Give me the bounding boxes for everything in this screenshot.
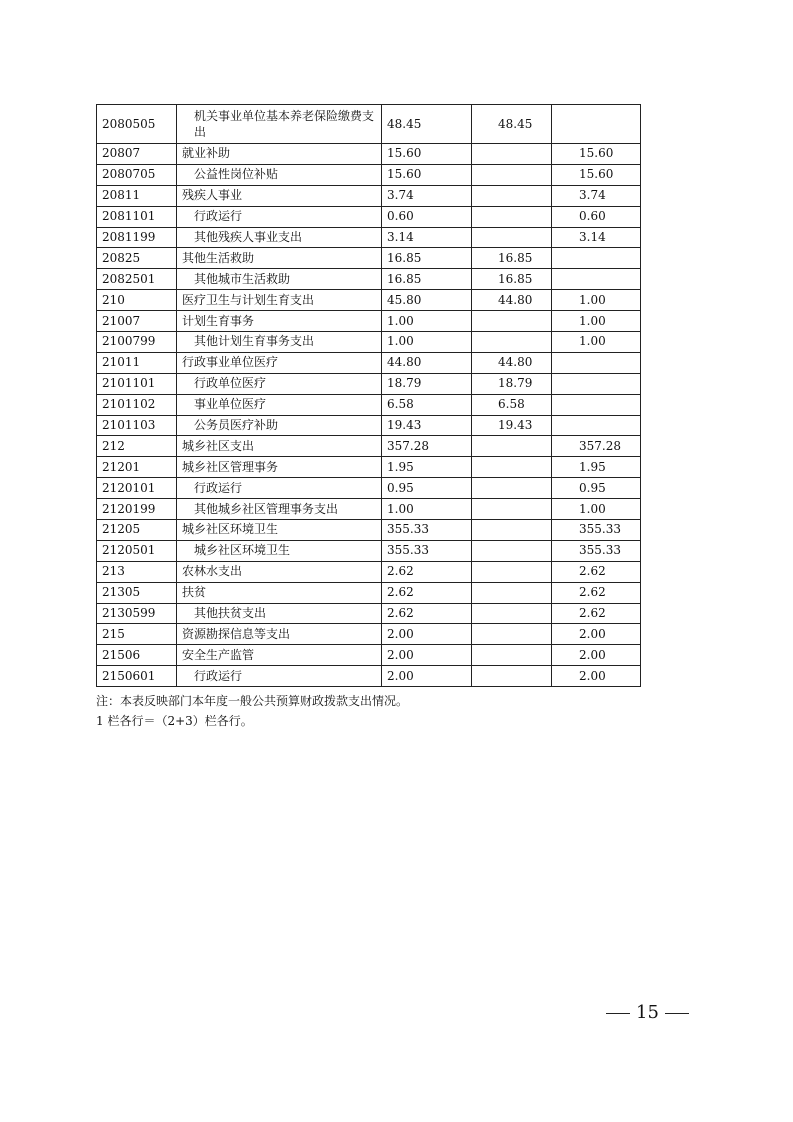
total-amount-cell: 15.60 — [382, 144, 472, 165]
table-row — [97, 436, 641, 457]
basic-expenditure-cell: 18.79 — [472, 373, 552, 394]
subject-name-cell: 城乡社区环境卫生 — [177, 520, 382, 541]
total-amount-cell: 2.62 — [382, 603, 472, 624]
basic-expenditure-cell — [472, 332, 552, 353]
subject-code-cell: 21007 — [97, 311, 177, 332]
project-expenditure-cell — [552, 248, 641, 269]
subject-name-cell: 扶贫 — [177, 582, 382, 603]
table-row — [97, 561, 641, 582]
subject-code-cell: 20811 — [97, 185, 177, 206]
table-row — [97, 394, 641, 415]
subject-code-cell: 210 — [97, 290, 177, 311]
subject-code-cell: 2120101 — [97, 478, 177, 499]
table-row — [97, 373, 641, 394]
table-row — [97, 269, 641, 290]
total-amount-cell: 2.00 — [382, 645, 472, 666]
project-expenditure-cell: 15.60 — [552, 144, 641, 165]
project-expenditure-cell — [552, 394, 641, 415]
project-expenditure-cell: 0.95 — [552, 478, 641, 499]
table-row — [97, 645, 641, 666]
total-amount-cell: 45.80 — [382, 290, 472, 311]
project-expenditure-cell: 2.00 — [552, 645, 641, 666]
basic-expenditure-cell — [472, 144, 552, 165]
basic-expenditure-cell: 6.58 — [472, 394, 552, 415]
basic-expenditure-cell — [472, 457, 552, 478]
subject-name-cell: 就业补助 — [177, 144, 382, 165]
table-row — [97, 206, 641, 227]
total-amount-cell: 18.79 — [382, 373, 472, 394]
basic-expenditure-cell — [472, 436, 552, 457]
table-row — [97, 290, 641, 311]
subject-code-cell: 2130599 — [97, 603, 177, 624]
total-amount-cell: 1.00 — [382, 311, 472, 332]
subject-name-cell: 其他残疾人事业支出 — [177, 227, 382, 248]
table-row — [97, 227, 641, 248]
table-row — [97, 332, 641, 353]
project-expenditure-cell: 1.00 — [552, 332, 641, 353]
total-amount-cell: 48.45 — [382, 105, 472, 144]
subject-name-cell: 城乡社区环境卫生 — [177, 540, 382, 561]
total-amount-cell: 355.33 — [382, 540, 472, 561]
table-row — [97, 352, 641, 373]
basic-expenditure-cell — [472, 227, 552, 248]
total-amount-cell: 2.62 — [382, 561, 472, 582]
subject-code-cell: 2080505 — [97, 105, 177, 144]
project-expenditure-cell: 2.62 — [552, 603, 641, 624]
project-expenditure-cell: 3.14 — [552, 227, 641, 248]
table-row — [97, 603, 641, 624]
subject-code-cell: 212 — [97, 436, 177, 457]
subject-code-cell: 21205 — [97, 520, 177, 541]
subject-name-cell: 公务员医疗补助 — [177, 415, 382, 436]
project-expenditure-cell: 357.28 — [552, 436, 641, 457]
project-expenditure-cell: 2.62 — [552, 582, 641, 603]
project-expenditure-cell — [552, 415, 641, 436]
page-number-footer — [606, 1002, 689, 1023]
project-expenditure-cell — [552, 269, 641, 290]
basic-expenditure-cell — [472, 520, 552, 541]
subject-name-cell: 机关事业单位基本养老保险缴费支出 — [177, 105, 382, 144]
subject-code-cell: 2081199 — [97, 227, 177, 248]
project-expenditure-cell — [552, 352, 641, 373]
total-amount-cell: 1.00 — [382, 499, 472, 520]
basic-expenditure-cell — [472, 666, 552, 687]
subject-name-cell: 残疾人事业 — [177, 185, 382, 206]
subject-name-cell: 行政运行 — [177, 478, 382, 499]
page-number-left-dash — [606, 1013, 630, 1014]
project-expenditure-cell: 1.95 — [552, 457, 641, 478]
subject-name-cell: 安全生产监管 — [177, 645, 382, 666]
project-expenditure-cell: 1.00 — [552, 311, 641, 332]
page-number-right-dash — [665, 1013, 689, 1014]
subject-name-cell: 其他生活救助 — [177, 248, 382, 269]
subject-name-cell: 城乡社区管理事务 — [177, 457, 382, 478]
subject-code-cell: 20825 — [97, 248, 177, 269]
basic-expenditure-cell — [472, 624, 552, 645]
basic-expenditure-cell: 44.80 — [472, 290, 552, 311]
subject-name-cell: 计划生育事务 — [177, 311, 382, 332]
basic-expenditure-cell — [472, 206, 552, 227]
table-row — [97, 540, 641, 561]
total-amount-cell: 2.00 — [382, 624, 472, 645]
total-amount-cell: 0.60 — [382, 206, 472, 227]
project-expenditure-cell: 0.60 — [552, 206, 641, 227]
subject-code-cell: 20807 — [97, 144, 177, 165]
table-row — [97, 164, 641, 185]
project-expenditure-cell — [552, 373, 641, 394]
project-expenditure-cell — [552, 105, 641, 144]
subject-name-cell: 行政运行 — [177, 666, 382, 687]
total-amount-cell: 6.58 — [382, 394, 472, 415]
table-row — [97, 457, 641, 478]
basic-expenditure-cell — [472, 311, 552, 332]
basic-expenditure-cell: 16.85 — [472, 248, 552, 269]
table-row — [97, 185, 641, 206]
table-row — [97, 520, 641, 541]
subject-code-cell: 21506 — [97, 645, 177, 666]
basic-expenditure-cell: 19.43 — [472, 415, 552, 436]
basic-expenditure-cell — [472, 561, 552, 582]
table-row — [97, 144, 641, 165]
project-expenditure-cell: 2.62 — [552, 561, 641, 582]
total-amount-cell: 16.85 — [382, 248, 472, 269]
expenditure-table — [96, 104, 641, 687]
subject-code-cell: 2082501 — [97, 269, 177, 290]
subject-code-cell: 21011 — [97, 352, 177, 373]
total-amount-cell: 1.00 — [382, 332, 472, 353]
project-expenditure-cell: 1.00 — [552, 290, 641, 311]
project-expenditure-cell: 2.00 — [552, 624, 641, 645]
subject-code-cell: 21201 — [97, 457, 177, 478]
subject-code-cell: 2150601 — [97, 666, 177, 687]
subject-name-cell: 公益性岗位补贴 — [177, 164, 382, 185]
project-expenditure-cell: 3.74 — [552, 185, 641, 206]
basic-expenditure-cell: 16.85 — [472, 269, 552, 290]
column-formula-note: 1 栏各行＝（2+3）栏各行。 — [96, 714, 253, 728]
basic-expenditure-cell — [472, 164, 552, 185]
subject-code-cell: 2120501 — [97, 540, 177, 561]
basic-expenditure-cell — [472, 499, 552, 520]
project-expenditure-cell: 355.33 — [552, 520, 641, 541]
basic-expenditure-cell — [472, 478, 552, 499]
subject-name-cell: 城乡社区支出 — [177, 436, 382, 457]
subject-name-cell: 其他扶贫支出 — [177, 603, 382, 624]
total-amount-cell: 0.95 — [382, 478, 472, 499]
table-row — [97, 666, 641, 687]
table-row — [97, 415, 641, 436]
table-row — [97, 582, 641, 603]
basic-expenditure-cell: 48.45 — [472, 105, 552, 144]
table-note: 注：本表反映部门本年度一般公共预算财政拨款支出情况。 — [96, 694, 409, 708]
subject-name-cell: 农林水支出 — [177, 561, 382, 582]
table-row — [97, 105, 641, 144]
page-number: 15 — [636, 1002, 659, 1023]
basic-expenditure-cell — [472, 603, 552, 624]
subject-code-cell: 21305 — [97, 582, 177, 603]
project-expenditure-cell: 2.00 — [552, 666, 641, 687]
subject-code-cell: 2120199 — [97, 499, 177, 520]
total-amount-cell: 3.74 — [382, 185, 472, 206]
table-row — [97, 624, 641, 645]
total-amount-cell: 1.95 — [382, 457, 472, 478]
subject-name-cell: 资源勘探信息等支出 — [177, 624, 382, 645]
table-row — [97, 248, 641, 269]
subject-code-cell: 2101102 — [97, 394, 177, 415]
basic-expenditure-cell — [472, 645, 552, 666]
total-amount-cell: 16.85 — [382, 269, 472, 290]
basic-expenditure-cell: 44.80 — [472, 352, 552, 373]
total-amount-cell: 2.00 — [382, 666, 472, 687]
subject-name-cell: 行政事业单位医疗 — [177, 352, 382, 373]
subject-name-cell: 其他计划生育事务支出 — [177, 332, 382, 353]
table-row — [97, 478, 641, 499]
table-row — [97, 499, 641, 520]
subject-name-cell: 医疗卫生与计划生育支出 — [177, 290, 382, 311]
total-amount-cell: 2.62 — [382, 582, 472, 603]
subject-code-cell: 2081101 — [97, 206, 177, 227]
total-amount-cell: 15.60 — [382, 164, 472, 185]
subject-name-cell: 其他城乡社区管理事务支出 — [177, 499, 382, 520]
project-expenditure-cell: 15.60 — [552, 164, 641, 185]
subject-name-cell: 行政单位医疗 — [177, 373, 382, 394]
subject-code-cell: 213 — [97, 561, 177, 582]
subject-code-cell: 2100799 — [97, 332, 177, 353]
total-amount-cell: 355.33 — [382, 520, 472, 541]
subject-code-cell: 2101101 — [97, 373, 177, 394]
total-amount-cell: 3.14 — [382, 227, 472, 248]
subject-code-cell: 2101103 — [97, 415, 177, 436]
total-amount-cell: 19.43 — [382, 415, 472, 436]
expenditure-table-body — [97, 105, 641, 687]
project-expenditure-cell: 1.00 — [552, 499, 641, 520]
subject-code-cell: 2080705 — [97, 164, 177, 185]
basic-expenditure-cell — [472, 185, 552, 206]
subject-name-cell: 其他城市生活救助 — [177, 269, 382, 290]
total-amount-cell: 357.28 — [382, 436, 472, 457]
basic-expenditure-cell — [472, 540, 552, 561]
table-row — [97, 311, 641, 332]
basic-expenditure-cell — [472, 582, 552, 603]
subject-code-cell: 215 — [97, 624, 177, 645]
project-expenditure-cell: 355.33 — [552, 540, 641, 561]
subject-name-cell: 行政运行 — [177, 206, 382, 227]
subject-name-cell: 事业单位医疗 — [177, 394, 382, 415]
total-amount-cell: 44.80 — [382, 352, 472, 373]
